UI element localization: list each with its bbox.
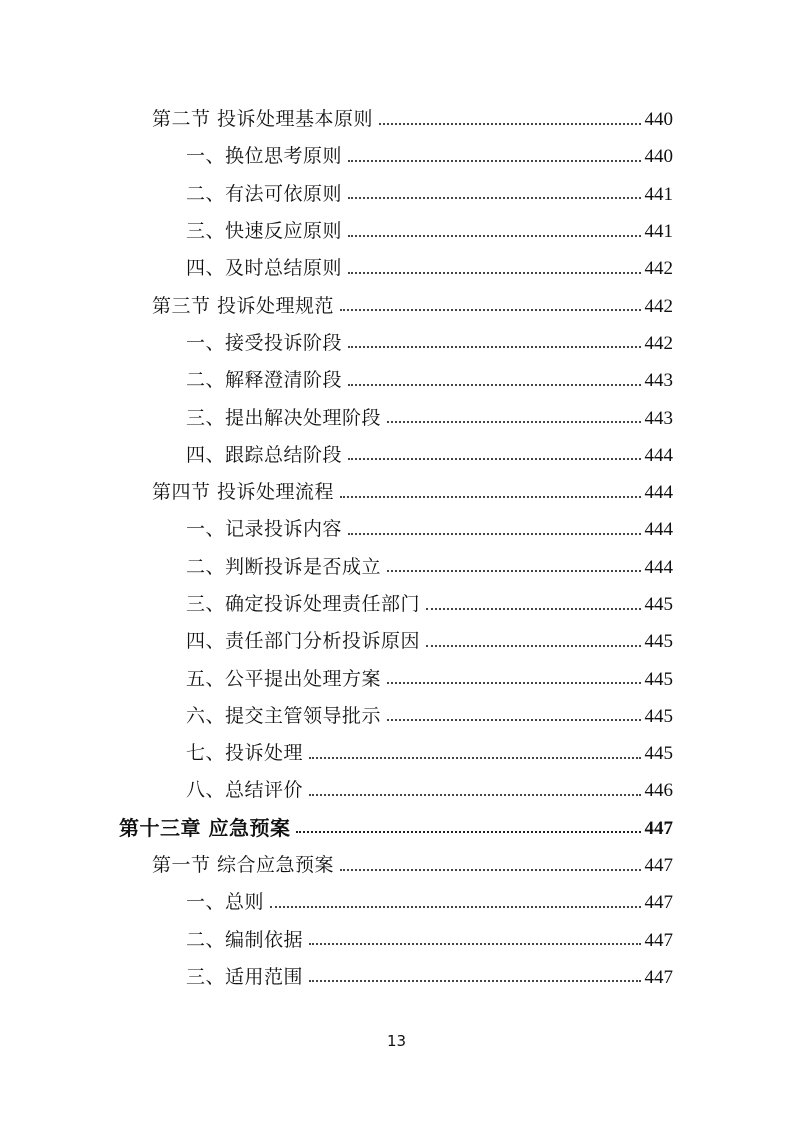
toc-entry-title: 一、换位思考原则 bbox=[186, 145, 343, 168]
toc-dot-leader bbox=[348, 346, 640, 348]
toc-entry-title: 二、编制依据 bbox=[186, 928, 304, 951]
toc-dot-leader bbox=[348, 197, 640, 199]
toc-entry-item[interactable] bbox=[0, 325, 673, 362]
toc-entry-title: 第二节 投诉处理基本原则 bbox=[152, 108, 374, 131]
toc-entry-title: 八、总结评价 bbox=[186, 779, 304, 802]
toc-entry-title: 第十三章 应急预案 bbox=[119, 816, 291, 841]
toc-dot-leader bbox=[379, 123, 640, 125]
toc-dot-leader bbox=[348, 384, 640, 386]
toc-entry-title: 四、跟踪总结阶段 bbox=[186, 443, 343, 466]
toc-entry-page-number: 443 bbox=[644, 407, 673, 429]
toc-entry-title: 四、责任部门分析投诉原因 bbox=[186, 630, 421, 653]
toc-dot-leader bbox=[348, 533, 640, 535]
toc-entry-item[interactable] bbox=[0, 213, 673, 250]
toc-entry-title: 三、快速反应原则 bbox=[186, 220, 343, 243]
toc-entry-item[interactable] bbox=[0, 922, 673, 959]
toc-entry-chapter[interactable] bbox=[0, 810, 673, 847]
toc-entry-item[interactable] bbox=[0, 959, 673, 996]
table-of-contents bbox=[0, 101, 793, 996]
toc-entry-title: 六、提交主管领导批示 bbox=[186, 704, 382, 727]
toc-entry-title: 五、公平提出处理方案 bbox=[186, 667, 382, 690]
toc-entry-page-number: 442 bbox=[644, 295, 673, 317]
toc-dot-leader bbox=[387, 570, 640, 572]
toc-entry-title: 三、确定投诉处理责任部门 bbox=[186, 593, 421, 615]
toc-dot-leader bbox=[340, 869, 640, 871]
toc-entry-page-number: 445 bbox=[644, 594, 673, 615]
toc-entry-page-number: 447 bbox=[644, 855, 673, 877]
toc-entry-title: 三、提出解决处理阶段 bbox=[186, 406, 382, 429]
toc-entry-page-number: 446 bbox=[644, 780, 673, 802]
toc-entry-page-number: 443 bbox=[644, 370, 673, 392]
toc-entry-title: 三、适用范围 bbox=[186, 965, 304, 988]
toc-entry-page-number: 444 bbox=[644, 556, 673, 578]
toc-dot-leader bbox=[296, 831, 640, 833]
toc-dot-leader bbox=[348, 235, 640, 237]
toc-dot-leader bbox=[426, 608, 640, 610]
toc-entry-title: 第一节 综合应急预案 bbox=[152, 854, 335, 877]
toc-entry-item[interactable] bbox=[0, 772, 673, 809]
toc-entry-page-number: 442 bbox=[644, 332, 673, 354]
toc-dot-leader bbox=[309, 794, 640, 796]
toc-entry-item[interactable] bbox=[0, 586, 673, 623]
toc-entry-title: 一、记录投诉内容 bbox=[186, 518, 343, 541]
toc-entry-title: 七、投诉处理 bbox=[186, 742, 304, 765]
toc-entry-item[interactable] bbox=[0, 250, 673, 287]
toc-entry-title: 二、有法可依原则 bbox=[186, 182, 343, 205]
toc-entry-title: 二、判断投诉是否成立 bbox=[186, 555, 382, 578]
toc-entry-title: 第三节 投诉处理规范 bbox=[152, 294, 335, 317]
toc-dot-leader bbox=[340, 309, 640, 311]
toc-entry-title: 二、解释澄清阶段 bbox=[186, 369, 343, 392]
page-number: 13 bbox=[386, 1032, 407, 1050]
toc-entry-title: 一、总则 bbox=[186, 891, 265, 914]
toc-entry-item[interactable] bbox=[0, 511, 673, 548]
toc-entry-item[interactable] bbox=[0, 623, 673, 660]
toc-dot-leader bbox=[426, 645, 640, 647]
toc-entry-title: 第四节 投诉处理流程 bbox=[152, 481, 335, 504]
toc-entry-page-number: 444 bbox=[644, 482, 673, 504]
toc-entry-page-number: 444 bbox=[644, 444, 673, 466]
toc-entry-item[interactable] bbox=[0, 660, 673, 697]
toc-entry-page-number: 440 bbox=[644, 146, 673, 168]
toc-entry-page-number: 440 bbox=[644, 109, 673, 131]
toc-entry-page-number: 447 bbox=[644, 892, 673, 914]
toc-dot-leader bbox=[309, 980, 640, 982]
toc-entry-section[interactable] bbox=[0, 847, 673, 884]
toc-dot-leader bbox=[309, 943, 640, 945]
toc-entry-page-number: 444 bbox=[644, 519, 673, 541]
toc-dot-leader bbox=[270, 906, 640, 908]
toc-entry-item[interactable] bbox=[0, 884, 673, 921]
toc-dot-leader bbox=[387, 682, 640, 684]
toc-entry-page-number: 442 bbox=[644, 258, 673, 280]
toc-dot-leader bbox=[387, 719, 640, 721]
toc-entry-page-number: 445 bbox=[644, 743, 673, 765]
toc-dot-leader bbox=[348, 272, 640, 274]
toc-entry-item[interactable] bbox=[0, 549, 673, 586]
toc-entry-title: 一、接受投诉阶段 bbox=[186, 331, 343, 354]
toc-dot-leader bbox=[348, 458, 640, 460]
toc-entry-page-number: 447 bbox=[644, 817, 673, 839]
toc-entry-section[interactable] bbox=[0, 474, 673, 511]
toc-entry-section[interactable] bbox=[0, 287, 673, 324]
toc-entry-item[interactable] bbox=[0, 399, 673, 436]
toc-entry-page-number: 441 bbox=[644, 221, 673, 243]
toc-dot-leader bbox=[340, 496, 640, 498]
toc-dot-leader bbox=[309, 757, 640, 759]
toc-entry-page-number: 447 bbox=[644, 966, 673, 988]
toc-entry-title: 四、及时总结原则 bbox=[186, 257, 343, 280]
toc-entry-page-number: 445 bbox=[644, 631, 673, 653]
toc-entry-item[interactable] bbox=[0, 176, 673, 213]
toc-entry-page-number: 441 bbox=[644, 183, 673, 205]
toc-entry-item[interactable] bbox=[0, 362, 673, 399]
toc-entry-section[interactable] bbox=[0, 101, 673, 138]
toc-dot-leader bbox=[348, 160, 640, 162]
toc-entry-item[interactable] bbox=[0, 735, 673, 772]
toc-entry-item[interactable] bbox=[0, 138, 673, 175]
toc-dot-leader bbox=[387, 421, 640, 423]
toc-entry-page-number: 445 bbox=[644, 668, 673, 690]
toc-entry-page-number: 445 bbox=[644, 705, 673, 727]
toc-entry-item[interactable] bbox=[0, 698, 673, 735]
toc-entry-item[interactable] bbox=[0, 437, 673, 474]
toc-entry-page-number: 447 bbox=[644, 929, 673, 951]
